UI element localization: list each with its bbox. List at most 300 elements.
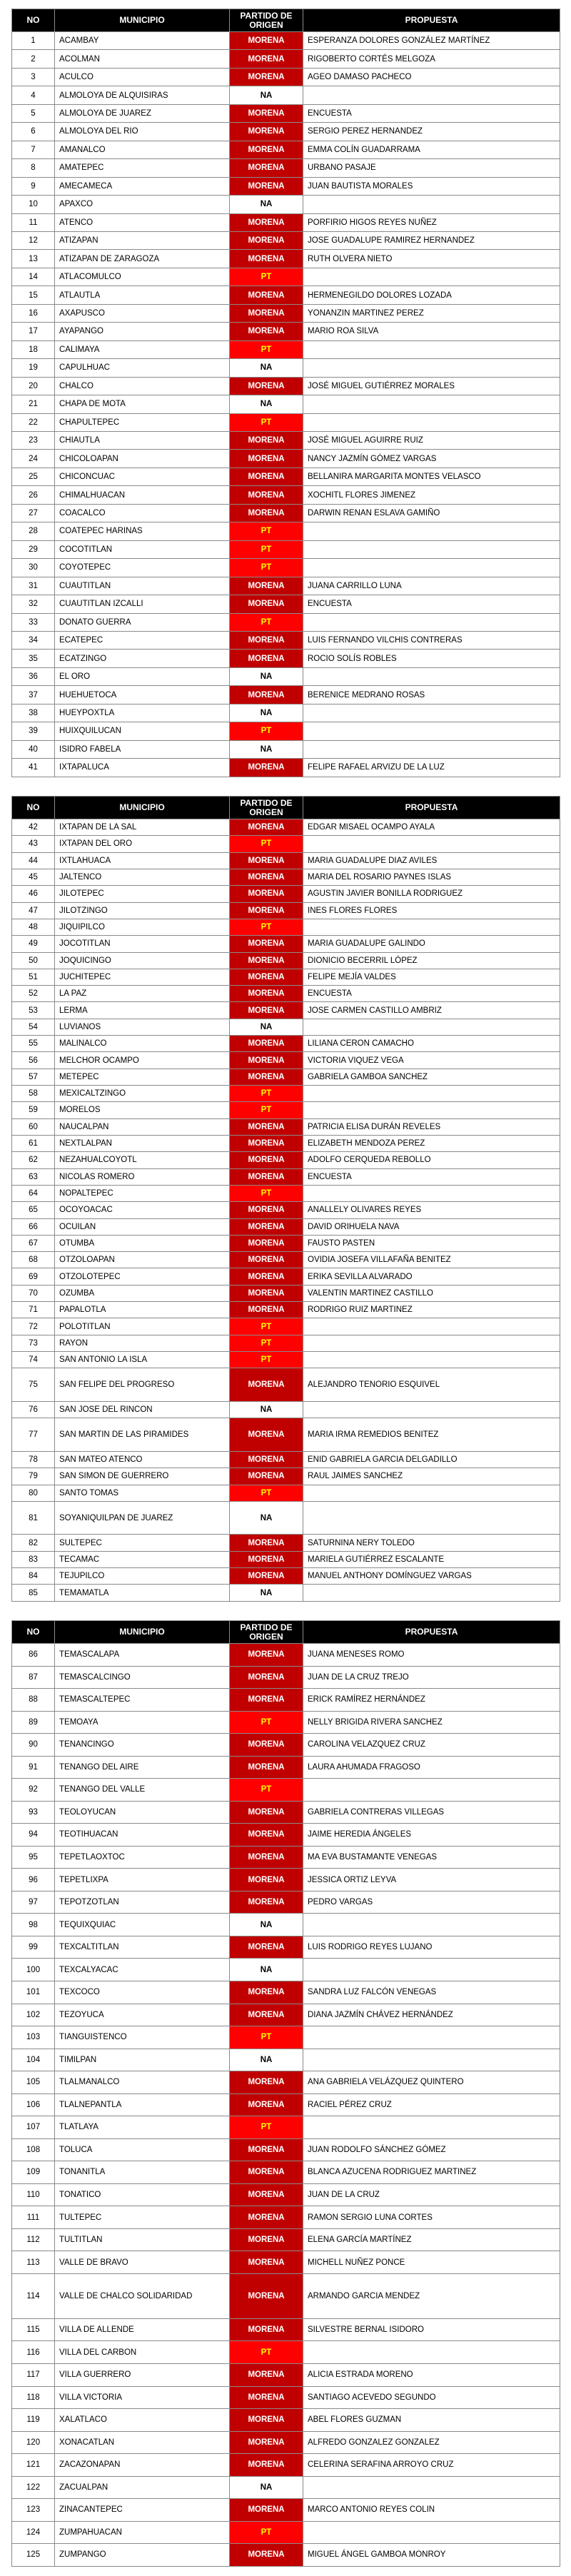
municipio-cell: TEXCALYACAC — [55, 1959, 230, 1981]
municipio-cell: EL ORO — [55, 667, 230, 685]
table-row — [12, 1202, 560, 1218]
municipio-cell: MELCHOR OCAMPO — [55, 1052, 230, 1069]
table-row — [12, 2049, 560, 2071]
partido-cell: PT — [230, 836, 303, 852]
table-row — [12, 250, 560, 268]
row-number: 113 — [12, 2251, 55, 2274]
table-row — [12, 650, 560, 667]
municipio-cell: APAXCO — [55, 196, 230, 213]
partido-cell: MORENA — [230, 650, 303, 667]
table-row — [12, 268, 560, 286]
table-row — [12, 2318, 560, 2341]
partido-cell: MORENA — [230, 250, 303, 268]
municipio-cell: XALATLACO — [55, 2409, 230, 2432]
municipio-cell: TIMILPAN — [55, 2049, 230, 2071]
row-number: 99 — [12, 1936, 55, 1959]
propuesta-cell — [303, 559, 560, 577]
row-number: 75 — [12, 1368, 55, 1402]
table-row — [12, 1801, 560, 1824]
row-number: 93 — [12, 1801, 55, 1824]
propuesta-cell: JUAN DE LA CRUZ — [303, 2183, 560, 2206]
table-row — [12, 1734, 560, 1757]
table-row — [12, 2409, 560, 2432]
row-number: 28 — [12, 522, 55, 540]
table-row — [12, 1019, 560, 1035]
municipio-cell: SAN SIMON DE GUERRERO — [55, 1468, 230, 1485]
partido-cell: MORENA — [230, 759, 303, 777]
partido-cell: MORENA — [230, 2544, 303, 2567]
municipio-cell: VALLE DE BRAVO — [55, 2251, 230, 2274]
partido-cell: PT — [230, 2341, 303, 2364]
table-row — [12, 577, 560, 595]
row-number: 1 — [12, 32, 55, 50]
row-number: 83 — [12, 1551, 55, 1567]
partido-cell: MORENA — [230, 595, 303, 613]
table-row — [12, 613, 560, 631]
municipio-cell: NEZAHUALCOYOTL — [55, 1152, 230, 1168]
table-row — [12, 1756, 560, 1779]
row-number: 85 — [12, 1585, 55, 1601]
propuesta-cell: GABRIELA GAMBOA SANCHEZ — [303, 1069, 560, 1085]
table-row — [12, 836, 560, 852]
partido-cell: MORENA — [230, 1218, 303, 1235]
table-row — [12, 2476, 560, 2499]
propuesta-cell: ADOLFO CERQUEDA REBOLLO — [303, 1152, 560, 1168]
header-partido: PARTIDO DE ORIGEN — [230, 797, 303, 819]
table-row — [12, 486, 560, 504]
table-row — [12, 1185, 560, 1201]
municipio-cell: COYOTEPEC — [55, 559, 230, 577]
propuesta-cell: NELLY BRIGIDA RIVERA SANCHEZ — [303, 1711, 560, 1734]
table-row — [12, 559, 560, 577]
row-number: 13 — [12, 250, 55, 268]
propuesta-cell — [303, 1401, 560, 1418]
row-number: 47 — [12, 902, 55, 919]
partido-cell: PT — [230, 1086, 303, 1102]
municipio-cell: JILOTEPEC — [55, 886, 230, 902]
table-row — [12, 196, 560, 213]
partido-cell: MORENA — [230, 377, 303, 395]
municipio-cell: TEPETLAOXTOC — [55, 1846, 230, 1869]
propuesta-cell: LILIANA CERON CAMACHO — [303, 1036, 560, 1052]
propuesta-cell: MARIA DEL ROSARIO PAYNES ISLAS — [303, 869, 560, 885]
table-row — [12, 1551, 560, 1567]
table-row — [12, 819, 560, 836]
table-row — [12, 1666, 560, 1689]
row-number: 8 — [12, 159, 55, 177]
table-row — [12, 2206, 560, 2229]
row-number: 100 — [12, 1959, 55, 1981]
row-number: 45 — [12, 869, 55, 885]
row-number: 11 — [12, 213, 55, 231]
partido-cell: PT — [230, 1779, 303, 1802]
row-number: 38 — [12, 704, 55, 722]
table-row — [12, 1102, 560, 1118]
propuesta-cell — [303, 667, 560, 685]
municipio-cell: VALLE DE CHALCO SOLIDARIDAD — [55, 2273, 230, 2318]
municipio-cell: TLALMANALCO — [55, 2071, 230, 2094]
table-row — [12, 1959, 560, 1981]
partido-cell: MORENA — [230, 969, 303, 985]
partido-cell: MORENA — [230, 504, 303, 522]
partido-cell: NA — [230, 86, 303, 104]
row-number: 78 — [12, 1451, 55, 1468]
row-number: 46 — [12, 886, 55, 902]
propuesta-cell: RODRIGO RUIZ MARTINEZ — [303, 1302, 560, 1318]
partido-cell: MORENA — [230, 2318, 303, 2341]
municipio-cell: ECATEPEC — [55, 631, 230, 649]
propuesta-cell: FELIPE MEJÍA VALDES — [303, 969, 560, 985]
partido-cell: MORENA — [230, 2499, 303, 2522]
partido-cell: MORENA — [230, 32, 303, 50]
partido-cell: MORENA — [230, 2071, 303, 2094]
table-row — [12, 540, 560, 558]
municipio-cell: MALINALCO — [55, 1036, 230, 1052]
municipio-cell: AMECAMECA — [55, 177, 230, 195]
row-number: 95 — [12, 1846, 55, 1869]
municipio-cell: ZUMPAHUACAN — [55, 2521, 230, 2544]
municipio-cell: JOCOTITLAN — [55, 936, 230, 952]
propuesta-cell: JOSÉ MIGUEL AGUIRRE RUIZ — [303, 431, 560, 449]
partido-cell: NA — [230, 395, 303, 413]
partido-cell: MORENA — [230, 304, 303, 322]
municipio-cell: MORELOS — [55, 1102, 230, 1118]
partido-cell: NA — [230, 2049, 303, 2071]
table-row — [12, 722, 560, 740]
partido-cell: MORENA — [230, 68, 303, 86]
municipio-cell: ZINACANTEPEC — [55, 2499, 230, 2522]
propuesta-cell — [303, 196, 560, 213]
table-row — [12, 1485, 560, 1501]
row-number: 118 — [12, 2386, 55, 2409]
table-row — [12, 2004, 560, 2026]
row-number: 26 — [12, 486, 55, 504]
partido-cell: MORENA — [230, 2251, 303, 2274]
propuesta-cell: MANUEL ANTHONY DOMÍNGUEZ VARGAS — [303, 1568, 560, 1585]
row-number: 123 — [12, 2499, 55, 2522]
table-row — [12, 1235, 560, 1251]
propuesta-cell: MA EVA BUSTAMANTE VENEGAS — [303, 1846, 560, 1869]
municipio-cell: TONANITLA — [55, 2161, 230, 2184]
municipio-cell: TEMASCALCINGO — [55, 1666, 230, 1689]
row-number: 18 — [12, 340, 55, 358]
row-number: 65 — [12, 1202, 55, 1218]
propuesta-cell: ALFREDO GONZALEZ GONZALEZ — [303, 2431, 560, 2454]
partido-cell: MORENA — [230, 902, 303, 919]
propuesta-cell: ANA GABRIELA VELÁZQUEZ QUINTERO — [303, 2071, 560, 2094]
municipio-cell: ZUMPANGO — [55, 2544, 230, 2567]
partido-cell: MORENA — [230, 104, 303, 122]
propuesta-cell: HERMENEGILDO DOLORES LOZADA — [303, 286, 560, 304]
partido-cell: MORENA — [230, 1734, 303, 1757]
propuesta-cell — [303, 2476, 560, 2499]
row-number: 90 — [12, 1734, 55, 1757]
propuesta-cell — [303, 1501, 560, 1535]
table-row — [12, 1689, 560, 1712]
propuesta-cell — [303, 1352, 560, 1368]
header-row — [12, 1621, 560, 1644]
row-number: 27 — [12, 504, 55, 522]
table-row — [12, 1069, 560, 1085]
propuesta-cell: MIGUEL ÁNGEL GAMBOA MONROY — [303, 2544, 560, 2567]
row-number: 55 — [12, 1036, 55, 1052]
municipio-cell: CAPULHUAC — [55, 359, 230, 377]
partido-cell: MORENA — [230, 1468, 303, 1485]
municipio-cell: ACOLMAN — [55, 50, 230, 68]
table-row — [12, 1152, 560, 1168]
results-table-2 — [11, 796, 560, 1602]
municipio-cell: TEMOAYA — [55, 1711, 230, 1734]
row-number: 58 — [12, 1086, 55, 1102]
propuesta-cell — [303, 919, 560, 935]
propuesta-cell: PORFIRIO HIGOS REYES NUÑEZ — [303, 213, 560, 231]
propuesta-cell — [303, 540, 560, 558]
municipio-cell: TONATICO — [55, 2183, 230, 2206]
row-number: 40 — [12, 740, 55, 758]
row-number: 41 — [12, 759, 55, 777]
row-number: 74 — [12, 1352, 55, 1368]
propuesta-cell — [303, 1019, 560, 1035]
row-number: 89 — [12, 1711, 55, 1734]
partido-cell: MORENA — [230, 631, 303, 649]
partido-cell: PT — [230, 2521, 303, 2544]
municipio-cell: OTZOLOTEPEC — [55, 1268, 230, 1285]
partido-cell: MORENA — [230, 1135, 303, 1151]
row-number: 80 — [12, 1485, 55, 1501]
table-row — [12, 595, 560, 613]
partido-cell: NA — [230, 704, 303, 722]
propuesta-cell — [303, 704, 560, 722]
propuesta-cell — [303, 395, 560, 413]
row-number: 48 — [12, 919, 55, 935]
table-row — [12, 1891, 560, 1914]
table-row — [12, 1252, 560, 1268]
propuesta-cell: ANALLELY OLIVARES REYES — [303, 1202, 560, 1218]
partido-cell: MORENA — [230, 2183, 303, 2206]
row-number: 125 — [12, 2544, 55, 2567]
propuesta-cell: GABRIELA CONTRERAS VILLEGAS — [303, 1801, 560, 1824]
municipio-cell: ACAMBAY — [55, 32, 230, 50]
row-number: 43 — [12, 836, 55, 852]
partido-cell: MORENA — [230, 686, 303, 704]
propuesta-cell: FAUSTO PASTEN — [303, 1235, 560, 1251]
row-number: 72 — [12, 1318, 55, 1335]
table-row — [12, 2026, 560, 2049]
table-row — [12, 1002, 560, 1019]
table-row — [12, 667, 560, 685]
propuesta-cell: INES FLORES FLORES — [303, 902, 560, 919]
propuesta-cell — [303, 1086, 560, 1102]
table-row — [12, 952, 560, 969]
propuesta-cell: JOSÉ MIGUEL GUTIÉRREZ MORALES — [303, 377, 560, 395]
propuesta-cell: MARIELA GUTIÉRREZ ESCALANTE — [303, 1551, 560, 1567]
municipio-cell: COATEPEC HARINAS — [55, 522, 230, 540]
partido-cell: MORENA — [230, 486, 303, 504]
table-row — [12, 68, 560, 86]
municipio-cell: ATENCO — [55, 213, 230, 231]
row-number: 52 — [12, 986, 55, 1002]
table-row — [12, 1914, 560, 1936]
municipio-cell: ALMOLOYA DEL RIO — [55, 123, 230, 141]
propuesta-cell — [303, 86, 560, 104]
table-row — [12, 1302, 560, 1318]
row-number: 109 — [12, 2161, 55, 2184]
row-number: 2 — [12, 50, 55, 68]
row-number: 97 — [12, 1891, 55, 1914]
partido-cell: MORENA — [230, 1568, 303, 1585]
municipio-cell: AMANALCO — [55, 141, 230, 158]
propuesta-cell: ALEJANDRO TENORIO ESQUIVEL — [303, 1368, 560, 1402]
partido-cell: MORENA — [230, 1644, 303, 1667]
municipio-cell: TULTEPEC — [55, 2206, 230, 2229]
propuesta-cell: JAIME HEREDIA ÁNGELES — [303, 1824, 560, 1847]
row-number: 68 — [12, 1252, 55, 1268]
propuesta-cell — [303, 2049, 560, 2071]
propuesta-cell: MARCO ANTONIO REYES COLIN — [303, 2499, 560, 2522]
propuesta-cell: SERGIO PEREZ HERNANDEZ — [303, 123, 560, 141]
table-row — [12, 1401, 560, 1418]
row-number: 17 — [12, 323, 55, 340]
partido-cell: MORENA — [230, 1302, 303, 1318]
row-number: 50 — [12, 952, 55, 969]
table-row — [12, 213, 560, 231]
municipio-cell: JOQUICINGO — [55, 952, 230, 969]
table-row — [12, 919, 560, 935]
partido-cell: MORENA — [230, 1801, 303, 1824]
row-number: 120 — [12, 2431, 55, 2454]
municipio-cell: TENANGO DEL AIRE — [55, 1756, 230, 1779]
table-row — [12, 377, 560, 395]
table-row — [12, 2386, 560, 2409]
propuesta-cell — [303, 2116, 560, 2139]
partido-cell: MORENA — [230, 1002, 303, 1019]
partido-cell: MORENA — [230, 819, 303, 836]
row-number: 25 — [12, 468, 55, 485]
propuesta-cell: ESPERANZA DOLORES GONZÁLEZ MARTÍNEZ — [303, 32, 560, 50]
row-number: 30 — [12, 559, 55, 577]
municipio-cell: NICOLAS ROMERO — [55, 1168, 230, 1185]
propuesta-cell: PATRICIA ELISA DURÁN REVELES — [303, 1118, 560, 1135]
row-number: 103 — [12, 2026, 55, 2049]
municipio-cell: SAN ANTONIO LA ISLA — [55, 1352, 230, 1368]
table-row — [12, 2251, 560, 2274]
municipio-cell: ZACAZONAPAN — [55, 2454, 230, 2477]
municipio-cell: POLOTITLAN — [55, 1318, 230, 1335]
table-row — [12, 450, 560, 468]
municipio-cell: TEZOYUCA — [55, 2004, 230, 2026]
table-row — [12, 304, 560, 322]
municipio-cell: TEMASCALAPA — [55, 1644, 230, 1667]
propuesta-cell: JOSE GUADALUPE RAMIREZ HERNANDEZ — [303, 231, 560, 249]
partido-cell: MORENA — [230, 286, 303, 304]
partido-cell: MORENA — [230, 1891, 303, 1914]
municipio-cell: NEXTLALPAN — [55, 1135, 230, 1151]
table-row — [12, 1168, 560, 1185]
row-number: 15 — [12, 286, 55, 304]
propuesta-cell — [303, 340, 560, 358]
propuesta-cell: SILVESTRE BERNAL ISIDORO — [303, 2318, 560, 2341]
table-row — [12, 2521, 560, 2544]
header-partido: PARTIDO DE ORIGEN — [230, 9, 303, 32]
table-row — [12, 2093, 560, 2116]
table-row — [12, 1118, 560, 1135]
table-row — [12, 1535, 560, 1551]
table-row — [12, 1779, 560, 1802]
table-row — [12, 504, 560, 522]
propuesta-cell: CELERINA SERAFINA ARROYO CRUZ — [303, 2454, 560, 2477]
results-table — [11, 9, 560, 777]
municipio-cell: CUAUTITLAN — [55, 577, 230, 595]
propuesta-cell: ABEL FLORES GUZMAN — [303, 2409, 560, 2432]
municipio-cell: OTZOLOAPAN — [55, 1252, 230, 1268]
propuesta-cell — [303, 740, 560, 758]
table-row — [12, 740, 560, 758]
partido-cell: MORENA — [230, 2454, 303, 2477]
table-row — [12, 1352, 560, 1368]
partido-cell: MORENA — [230, 141, 303, 158]
propuesta-cell: ENCUESTA — [303, 104, 560, 122]
table-row — [12, 2071, 560, 2094]
table-row — [12, 704, 560, 722]
partido-cell: NA — [230, 740, 303, 758]
municipio-cell: ATLACOMULCO — [55, 268, 230, 286]
results-table — [11, 1620, 560, 2567]
partido-cell: NA — [230, 1401, 303, 1418]
row-number: 44 — [12, 852, 55, 869]
header-no: NO — [12, 797, 55, 819]
table-row — [12, 1568, 560, 1585]
partido-cell: MORENA — [230, 2138, 303, 2161]
partido-cell: PT — [230, 722, 303, 740]
partido-cell: MORENA — [230, 1285, 303, 1301]
municipio-cell: HUEYPOXTLA — [55, 704, 230, 722]
municipio-cell: OCOYOACAC — [55, 1202, 230, 1218]
propuesta-cell — [303, 1485, 560, 1501]
propuesta-cell: LUIS FERNANDO VILCHIS CONTRERAS — [303, 631, 560, 649]
table-row — [12, 759, 560, 777]
propuesta-cell: OVIDIA JOSEFA VILLAFAÑA BENITEZ — [303, 1252, 560, 1268]
table-row — [12, 1036, 560, 1052]
table-row — [12, 1218, 560, 1235]
row-number: 121 — [12, 2454, 55, 2477]
row-number: 87 — [12, 1666, 55, 1689]
partido-cell: NA — [230, 196, 303, 213]
table-row — [12, 969, 560, 985]
table-row — [12, 1318, 560, 1335]
partido-cell: MORENA — [230, 2409, 303, 2432]
row-number: 6 — [12, 123, 55, 141]
row-number: 101 — [12, 1981, 55, 2004]
table-row — [12, 159, 560, 177]
table-row — [12, 1135, 560, 1151]
table-row — [12, 1468, 560, 1485]
municipio-cell: RAYON — [55, 1335, 230, 1351]
municipio-cell: TECAMAC — [55, 1551, 230, 1567]
row-number: 106 — [12, 2093, 55, 2116]
municipio-cell: SAN MARTIN DE LAS PIRAMIDES — [55, 1418, 230, 1452]
propuesta-cell — [303, 613, 560, 631]
row-number: 92 — [12, 1779, 55, 1802]
municipio-cell: HUEHUETOCA — [55, 686, 230, 704]
partido-cell: MORENA — [230, 1981, 303, 2004]
results-table-1 — [11, 9, 560, 777]
table-row — [12, 141, 560, 158]
municipio-cell: TOLUCA — [55, 2138, 230, 2161]
municipio-cell: SAN FELIPE DEL PROGRESO — [55, 1368, 230, 1402]
municipio-cell: AYAPANGO — [55, 323, 230, 340]
municipio-cell: AXAPUSCO — [55, 304, 230, 322]
partido-cell: MORENA — [230, 852, 303, 869]
